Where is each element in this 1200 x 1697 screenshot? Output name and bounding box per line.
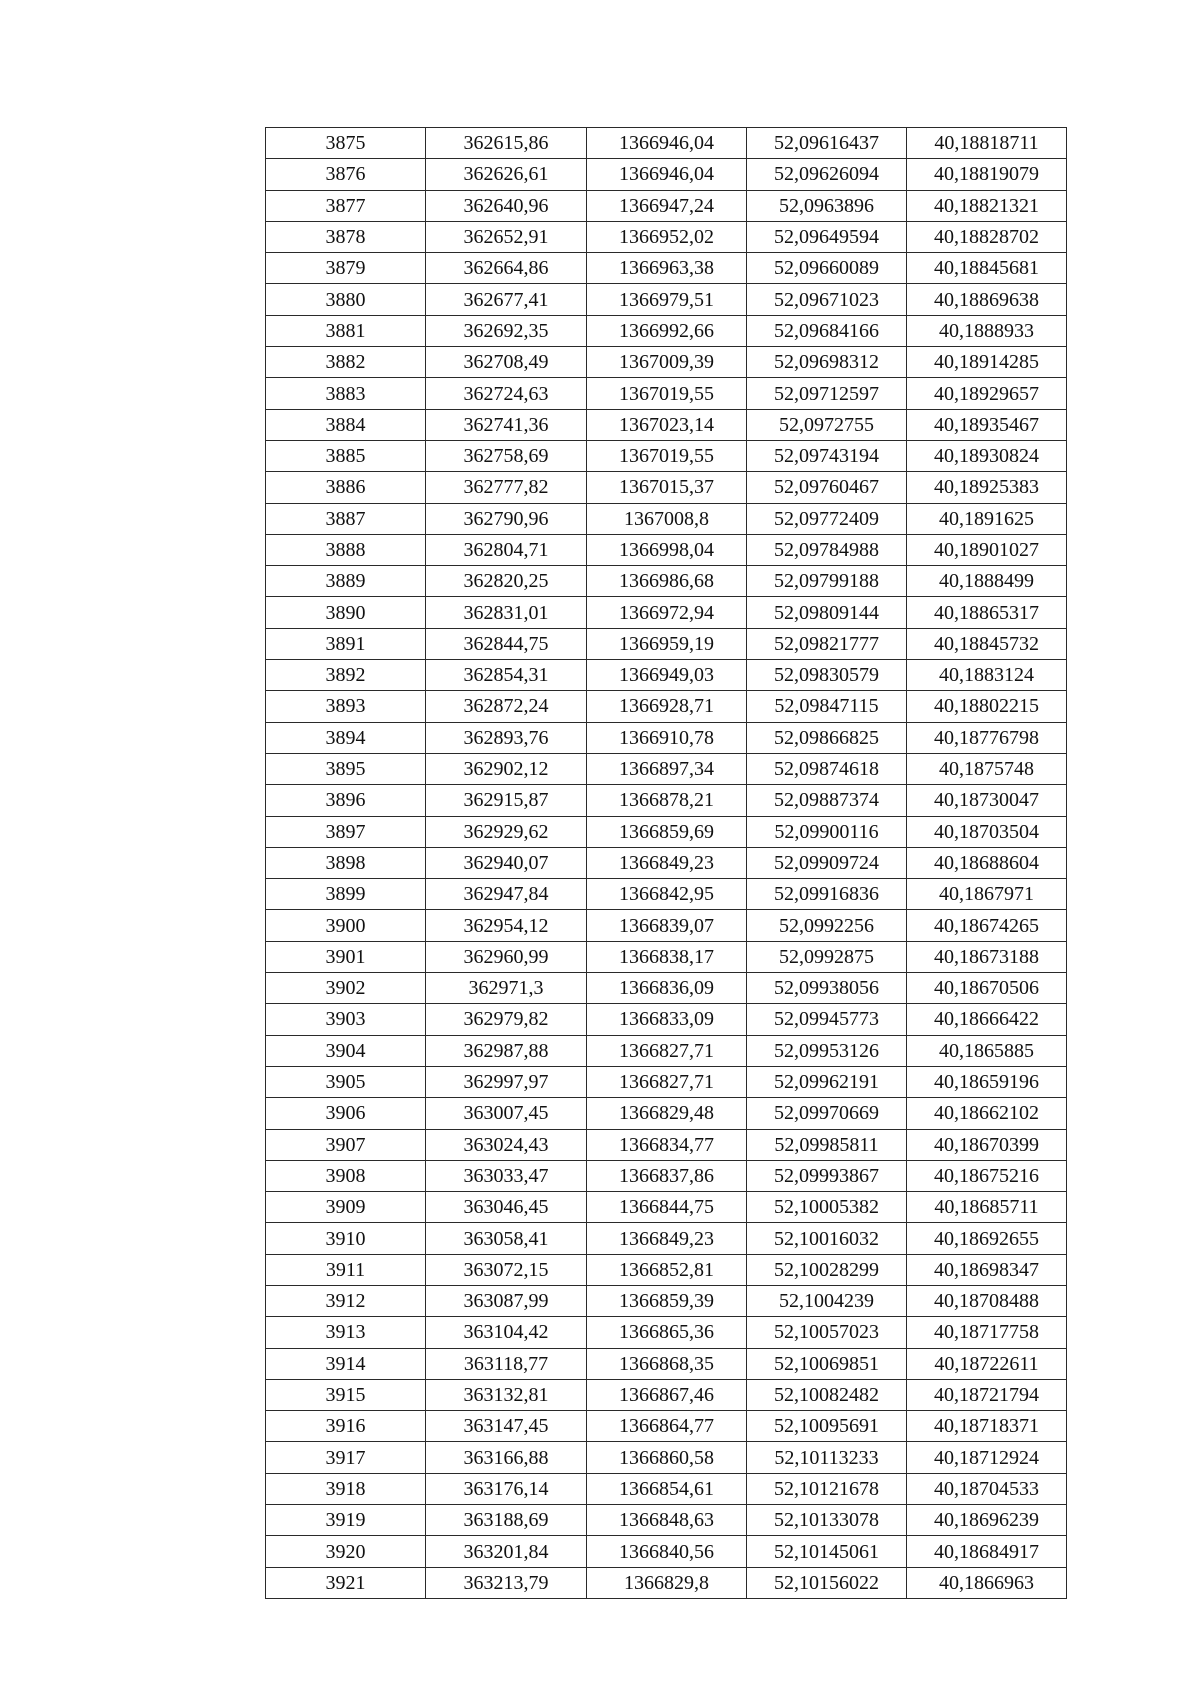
longitude-cell: 40,18696239	[907, 1505, 1067, 1536]
y-coordinate-cell: 1367023,14	[587, 409, 747, 440]
point-number-cell: 3882	[266, 347, 426, 378]
y-coordinate-cell: 1366859,39	[587, 1285, 747, 1316]
longitude-cell: 40,18717758	[907, 1317, 1067, 1348]
y-coordinate-cell: 1366864,77	[587, 1411, 747, 1442]
latitude-cell: 52,09962191	[747, 1066, 907, 1097]
longitude-cell: 40,18688604	[907, 847, 1067, 878]
x-coordinate-cell: 363166,88	[426, 1442, 587, 1473]
latitude-cell: 52,09671023	[747, 284, 907, 315]
longitude-cell: 40,1875748	[907, 753, 1067, 784]
y-coordinate-cell: 1366849,23	[587, 1223, 747, 1254]
point-number-cell: 3875	[266, 128, 426, 159]
y-coordinate-cell: 1366834,77	[587, 1129, 747, 1160]
y-coordinate-cell: 1366842,95	[587, 879, 747, 910]
latitude-cell: 52,09649594	[747, 221, 907, 252]
x-coordinate-cell: 363087,99	[426, 1285, 587, 1316]
longitude-cell: 40,1888499	[907, 566, 1067, 597]
longitude-cell: 40,18845681	[907, 253, 1067, 284]
table-row	[266, 1004, 1067, 1035]
x-coordinate-cell: 362692,35	[426, 315, 587, 346]
point-number-cell: 3920	[266, 1536, 426, 1567]
table-row	[266, 378, 1067, 409]
point-number-cell: 3894	[266, 722, 426, 753]
x-coordinate-cell: 363147,45	[426, 1411, 587, 1442]
point-number-cell: 3883	[266, 378, 426, 409]
longitude-cell: 40,18659196	[907, 1066, 1067, 1097]
x-coordinate-cell: 362997,97	[426, 1066, 587, 1097]
table-row	[266, 472, 1067, 503]
latitude-cell: 52,09772409	[747, 503, 907, 534]
table-row	[266, 1035, 1067, 1066]
longitude-cell: 40,18869638	[907, 284, 1067, 315]
y-coordinate-cell: 1366829,8	[587, 1567, 747, 1598]
y-coordinate-cell: 1367015,37	[587, 472, 747, 503]
x-coordinate-cell: 362831,01	[426, 597, 587, 628]
longitude-cell: 40,18722611	[907, 1348, 1067, 1379]
latitude-cell: 52,09760467	[747, 472, 907, 503]
y-coordinate-cell: 1367019,55	[587, 440, 747, 471]
longitude-cell: 40,18670506	[907, 973, 1067, 1004]
longitude-cell: 40,18802215	[907, 691, 1067, 722]
y-coordinate-cell: 1366878,21	[587, 785, 747, 816]
x-coordinate-cell: 362640,96	[426, 190, 587, 221]
x-coordinate-cell: 362724,63	[426, 378, 587, 409]
latitude-cell: 52,10095691	[747, 1411, 907, 1442]
longitude-cell: 40,18914285	[907, 347, 1067, 378]
latitude-cell: 52,09887374	[747, 785, 907, 816]
latitude-cell: 52,09866825	[747, 722, 907, 753]
table-row	[266, 253, 1067, 284]
y-coordinate-cell: 1366949,03	[587, 660, 747, 691]
latitude-cell: 52,09970669	[747, 1098, 907, 1129]
y-coordinate-cell: 1366852,81	[587, 1254, 747, 1285]
table-row	[266, 910, 1067, 941]
latitude-cell: 52,10082482	[747, 1379, 907, 1410]
table-row	[266, 1192, 1067, 1223]
latitude-cell: 52,09909724	[747, 847, 907, 878]
longitude-cell: 40,18776798	[907, 722, 1067, 753]
latitude-cell: 52,09821777	[747, 628, 907, 659]
x-coordinate-cell: 362960,99	[426, 941, 587, 972]
x-coordinate-cell: 363188,69	[426, 1505, 587, 1536]
table-row	[266, 566, 1067, 597]
point-number-cell: 3903	[266, 1004, 426, 1035]
point-number-cell: 3918	[266, 1473, 426, 1504]
y-coordinate-cell: 1366844,75	[587, 1192, 747, 1223]
y-coordinate-cell: 1366829,48	[587, 1098, 747, 1129]
x-coordinate-cell: 362971,3	[426, 973, 587, 1004]
latitude-cell: 52,09684166	[747, 315, 907, 346]
longitude-cell: 40,18901027	[907, 534, 1067, 565]
point-number-cell: 3887	[266, 503, 426, 534]
latitude-cell: 52,09847115	[747, 691, 907, 722]
point-number-cell: 3891	[266, 628, 426, 659]
longitude-cell: 40,18674265	[907, 910, 1067, 941]
table-row	[266, 1098, 1067, 1129]
point-number-cell: 3877	[266, 190, 426, 221]
latitude-cell: 52,09698312	[747, 347, 907, 378]
point-number-cell: 3907	[266, 1129, 426, 1160]
x-coordinate-cell: 362954,12	[426, 910, 587, 941]
x-coordinate-cell: 362854,31	[426, 660, 587, 691]
y-coordinate-cell: 1367019,55	[587, 378, 747, 409]
y-coordinate-cell: 1366839,07	[587, 910, 747, 941]
x-coordinate-cell: 362902,12	[426, 753, 587, 784]
point-number-cell: 3901	[266, 941, 426, 972]
y-coordinate-cell: 1366959,19	[587, 628, 747, 659]
y-coordinate-cell: 1366854,61	[587, 1473, 747, 1504]
y-coordinate-cell: 1366837,86	[587, 1160, 747, 1191]
point-number-cell: 3893	[266, 691, 426, 722]
x-coordinate-cell: 362626,61	[426, 159, 587, 190]
latitude-cell: 52,09616437	[747, 128, 907, 159]
y-coordinate-cell: 1366952,02	[587, 221, 747, 252]
latitude-cell: 52,10028299	[747, 1254, 907, 1285]
table-row	[266, 1317, 1067, 1348]
latitude-cell: 52,10121678	[747, 1473, 907, 1504]
coordinates-table	[265, 127, 1067, 1599]
table-row	[266, 159, 1067, 190]
table-row	[266, 534, 1067, 565]
point-number-cell: 3909	[266, 1192, 426, 1223]
point-number-cell: 3902	[266, 973, 426, 1004]
point-number-cell: 3897	[266, 816, 426, 847]
longitude-cell: 40,18704533	[907, 1473, 1067, 1504]
latitude-cell: 52,10156022	[747, 1567, 907, 1598]
latitude-cell: 52,10005382	[747, 1192, 907, 1223]
x-coordinate-cell: 362615,86	[426, 128, 587, 159]
latitude-cell: 52,10016032	[747, 1223, 907, 1254]
table-row	[266, 628, 1067, 659]
latitude-cell: 52,09916836	[747, 879, 907, 910]
table-row	[266, 1223, 1067, 1254]
y-coordinate-cell: 1366947,24	[587, 190, 747, 221]
table-row	[266, 190, 1067, 221]
x-coordinate-cell: 363104,42	[426, 1317, 587, 1348]
longitude-cell: 40,18935467	[907, 409, 1067, 440]
latitude-cell: 52,1004239	[747, 1285, 907, 1316]
latitude-cell: 52,10145061	[747, 1536, 907, 1567]
x-coordinate-cell: 362872,24	[426, 691, 587, 722]
table-row	[266, 1348, 1067, 1379]
x-coordinate-cell: 362790,96	[426, 503, 587, 534]
table-row	[266, 1567, 1067, 1598]
longitude-cell: 40,18692655	[907, 1223, 1067, 1254]
coordinates-table-body	[266, 128, 1067, 1599]
table-row	[266, 597, 1067, 628]
point-number-cell: 3885	[266, 440, 426, 471]
point-number-cell: 3895	[266, 753, 426, 784]
point-number-cell: 3900	[266, 910, 426, 941]
point-number-cell: 3896	[266, 785, 426, 816]
y-coordinate-cell: 1366992,66	[587, 315, 747, 346]
point-number-cell: 3892	[266, 660, 426, 691]
longitude-cell: 40,18929657	[907, 378, 1067, 409]
x-coordinate-cell: 362758,69	[426, 440, 587, 471]
latitude-cell: 52,0963896	[747, 190, 907, 221]
longitude-cell: 40,18818711	[907, 128, 1067, 159]
point-number-cell: 3921	[266, 1567, 426, 1598]
y-coordinate-cell: 1366979,51	[587, 284, 747, 315]
y-coordinate-cell: 1366946,04	[587, 128, 747, 159]
point-number-cell: 3917	[266, 1442, 426, 1473]
table-row	[266, 1254, 1067, 1285]
longitude-cell: 40,18685711	[907, 1192, 1067, 1223]
table-row	[266, 1285, 1067, 1316]
y-coordinate-cell: 1366827,71	[587, 1066, 747, 1097]
table-row	[266, 941, 1067, 972]
latitude-cell: 52,0992256	[747, 910, 907, 941]
table-row	[266, 1442, 1067, 1473]
y-coordinate-cell: 1366848,63	[587, 1505, 747, 1536]
point-number-cell: 3904	[266, 1035, 426, 1066]
x-coordinate-cell: 363033,47	[426, 1160, 587, 1191]
x-coordinate-cell: 363046,45	[426, 1192, 587, 1223]
table-row	[266, 1473, 1067, 1504]
longitude-cell: 40,1866963	[907, 1567, 1067, 1598]
point-number-cell: 3899	[266, 879, 426, 910]
x-coordinate-cell: 362804,71	[426, 534, 587, 565]
latitude-cell: 52,0972755	[747, 409, 907, 440]
y-coordinate-cell: 1366827,71	[587, 1035, 747, 1066]
point-number-cell: 3884	[266, 409, 426, 440]
latitude-cell: 52,09993867	[747, 1160, 907, 1191]
table-row	[266, 1160, 1067, 1191]
x-coordinate-cell: 362708,49	[426, 347, 587, 378]
point-number-cell: 3889	[266, 566, 426, 597]
y-coordinate-cell: 1366897,34	[587, 753, 747, 784]
latitude-cell: 52,09985811	[747, 1129, 907, 1160]
longitude-cell: 40,1883124	[907, 660, 1067, 691]
longitude-cell: 40,18666422	[907, 1004, 1067, 1035]
y-coordinate-cell: 1366868,35	[587, 1348, 747, 1379]
x-coordinate-cell: 362820,25	[426, 566, 587, 597]
latitude-cell: 52,09945773	[747, 1004, 907, 1035]
longitude-cell: 40,18712924	[907, 1442, 1067, 1473]
latitude-cell: 52,10133078	[747, 1505, 907, 1536]
point-number-cell: 3879	[266, 253, 426, 284]
point-number-cell: 3881	[266, 315, 426, 346]
table-row	[266, 128, 1067, 159]
x-coordinate-cell: 362652,91	[426, 221, 587, 252]
x-coordinate-cell: 363132,81	[426, 1379, 587, 1410]
point-number-cell: 3913	[266, 1317, 426, 1348]
longitude-cell: 40,18684917	[907, 1536, 1067, 1567]
table-row	[266, 440, 1067, 471]
longitude-cell: 40,18819079	[907, 159, 1067, 190]
table-row	[266, 1129, 1067, 1160]
y-coordinate-cell: 1366867,46	[587, 1379, 747, 1410]
latitude-cell: 52,0992875	[747, 941, 907, 972]
x-coordinate-cell: 363213,79	[426, 1567, 587, 1598]
longitude-cell: 40,18670399	[907, 1129, 1067, 1160]
table-row	[266, 284, 1067, 315]
y-coordinate-cell: 1366836,09	[587, 973, 747, 1004]
point-number-cell: 3890	[266, 597, 426, 628]
longitude-cell: 40,18675216	[907, 1160, 1067, 1191]
point-number-cell: 3908	[266, 1160, 426, 1191]
longitude-cell: 40,1888933	[907, 315, 1067, 346]
table-row	[266, 1536, 1067, 1567]
table-row	[266, 660, 1067, 691]
point-number-cell: 3876	[266, 159, 426, 190]
longitude-cell: 40,18845732	[907, 628, 1067, 659]
x-coordinate-cell: 362987,88	[426, 1035, 587, 1066]
latitude-cell: 52,09874618	[747, 753, 907, 784]
table-row	[266, 221, 1067, 252]
table-row	[266, 847, 1067, 878]
point-number-cell: 3906	[266, 1098, 426, 1129]
table-row	[266, 691, 1067, 722]
x-coordinate-cell: 362664,86	[426, 253, 587, 284]
latitude-cell: 52,09900116	[747, 816, 907, 847]
y-coordinate-cell: 1367009,39	[587, 347, 747, 378]
x-coordinate-cell: 363058,41	[426, 1223, 587, 1254]
point-number-cell: 3916	[266, 1411, 426, 1442]
table-row	[266, 1379, 1067, 1410]
y-coordinate-cell: 1366928,71	[587, 691, 747, 722]
point-number-cell: 3910	[266, 1223, 426, 1254]
x-coordinate-cell: 363024,43	[426, 1129, 587, 1160]
longitude-cell: 40,18865317	[907, 597, 1067, 628]
longitude-cell: 40,18703504	[907, 816, 1067, 847]
x-coordinate-cell: 362940,07	[426, 847, 587, 878]
latitude-cell: 52,09953126	[747, 1035, 907, 1066]
table-row	[266, 1411, 1067, 1442]
longitude-cell: 40,18708488	[907, 1285, 1067, 1316]
longitude-cell: 40,18925383	[907, 472, 1067, 503]
point-number-cell: 3886	[266, 472, 426, 503]
x-coordinate-cell: 362979,82	[426, 1004, 587, 1035]
y-coordinate-cell: 1366998,04	[587, 534, 747, 565]
x-coordinate-cell: 363201,84	[426, 1536, 587, 1567]
table-row	[266, 973, 1067, 1004]
point-number-cell: 3912	[266, 1285, 426, 1316]
y-coordinate-cell: 1366946,04	[587, 159, 747, 190]
longitude-cell: 40,1867971	[907, 879, 1067, 910]
x-coordinate-cell: 362777,82	[426, 472, 587, 503]
longitude-cell: 40,18721794	[907, 1379, 1067, 1410]
y-coordinate-cell: 1366986,68	[587, 566, 747, 597]
point-number-cell: 3915	[266, 1379, 426, 1410]
y-coordinate-cell: 1366840,56	[587, 1536, 747, 1567]
latitude-cell: 52,10113233	[747, 1442, 907, 1473]
latitude-cell: 52,09712597	[747, 378, 907, 409]
point-number-cell: 3880	[266, 284, 426, 315]
longitude-cell: 40,18828702	[907, 221, 1067, 252]
y-coordinate-cell: 1366910,78	[587, 722, 747, 753]
latitude-cell: 52,10069851	[747, 1348, 907, 1379]
x-coordinate-cell: 362929,62	[426, 816, 587, 847]
table-row	[266, 816, 1067, 847]
longitude-cell: 40,1891625	[907, 503, 1067, 534]
x-coordinate-cell: 362947,84	[426, 879, 587, 910]
point-number-cell: 3888	[266, 534, 426, 565]
point-number-cell: 3905	[266, 1066, 426, 1097]
table-row	[266, 785, 1067, 816]
x-coordinate-cell: 363176,14	[426, 1473, 587, 1504]
y-coordinate-cell: 1366849,23	[587, 847, 747, 878]
longitude-cell: 40,18698347	[907, 1254, 1067, 1285]
table-row	[266, 722, 1067, 753]
longitude-cell: 40,18821321	[907, 190, 1067, 221]
point-number-cell: 3878	[266, 221, 426, 252]
latitude-cell: 52,09830579	[747, 660, 907, 691]
table-row	[266, 503, 1067, 534]
x-coordinate-cell: 363007,45	[426, 1098, 587, 1129]
longitude-cell: 40,18730047	[907, 785, 1067, 816]
latitude-cell: 52,09660089	[747, 253, 907, 284]
x-coordinate-cell: 362677,41	[426, 284, 587, 315]
y-coordinate-cell: 1366838,17	[587, 941, 747, 972]
latitude-cell: 52,09626094	[747, 159, 907, 190]
y-coordinate-cell: 1366860,58	[587, 1442, 747, 1473]
x-coordinate-cell: 363118,77	[426, 1348, 587, 1379]
y-coordinate-cell: 1366865,36	[587, 1317, 747, 1348]
longitude-cell: 40,18718371	[907, 1411, 1067, 1442]
y-coordinate-cell: 1366972,94	[587, 597, 747, 628]
table-row	[266, 347, 1067, 378]
x-coordinate-cell: 362915,87	[426, 785, 587, 816]
y-coordinate-cell: 1366963,38	[587, 253, 747, 284]
x-coordinate-cell: 362741,36	[426, 409, 587, 440]
latitude-cell: 52,10057023	[747, 1317, 907, 1348]
point-number-cell: 3898	[266, 847, 426, 878]
table-row	[266, 879, 1067, 910]
latitude-cell: 52,09799188	[747, 566, 907, 597]
longitude-cell: 40,18930824	[907, 440, 1067, 471]
table-row	[266, 1066, 1067, 1097]
latitude-cell: 52,09784988	[747, 534, 907, 565]
longitude-cell: 40,18673188	[907, 941, 1067, 972]
table-row	[266, 315, 1067, 346]
table-row	[266, 409, 1067, 440]
longitude-cell: 40,1865885	[907, 1035, 1067, 1066]
y-coordinate-cell: 1367008,8	[587, 503, 747, 534]
y-coordinate-cell: 1366859,69	[587, 816, 747, 847]
y-coordinate-cell: 1366833,09	[587, 1004, 747, 1035]
point-number-cell: 3914	[266, 1348, 426, 1379]
latitude-cell: 52,09743194	[747, 440, 907, 471]
longitude-cell: 40,18662102	[907, 1098, 1067, 1129]
point-number-cell: 3919	[266, 1505, 426, 1536]
table-row	[266, 1505, 1067, 1536]
x-coordinate-cell: 362844,75	[426, 628, 587, 659]
table-row	[266, 753, 1067, 784]
x-coordinate-cell: 362893,76	[426, 722, 587, 753]
x-coordinate-cell: 363072,15	[426, 1254, 587, 1285]
latitude-cell: 52,09938056	[747, 973, 907, 1004]
latitude-cell: 52,09809144	[747, 597, 907, 628]
point-number-cell: 3911	[266, 1254, 426, 1285]
